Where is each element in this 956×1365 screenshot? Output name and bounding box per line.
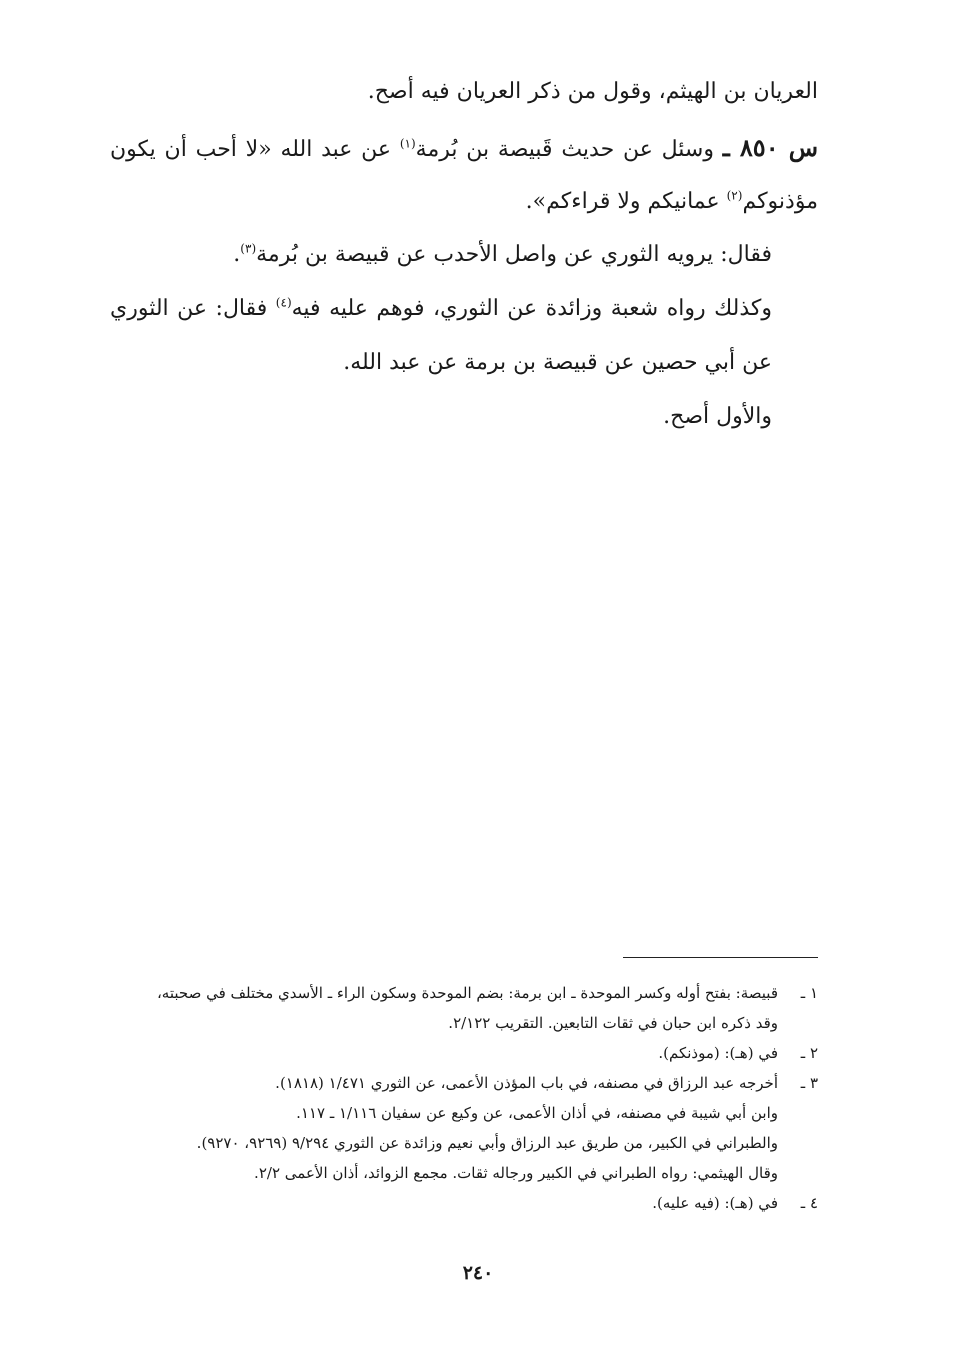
footnotes — [110, 978, 818, 1218]
footnote-2 — [110, 1038, 818, 1068]
footnote-line: في (هـ): (فيه عليه). — [652, 1194, 778, 1212]
footnote-3 — [110, 1068, 818, 1188]
answer-paragraph-1 — [110, 228, 818, 282]
answer-2-text-a: وكذلك رواه شعبة وزائدة عن الثوري، فوهم عليه فيه — [291, 296, 772, 321]
continuation-line: العريان بن الهيثم، وقول من ذكر العريان فيه أصح. — [367, 79, 818, 104]
footnote-line: وقد ذكره ابن حبان في ثقات التابعين. التقريب ٢/١٢٢. — [448, 1014, 778, 1032]
footnote-number: ١ ـ — [800, 984, 818, 1002]
answer-2-text-b: فقال: عن الثوري عن أبي حصين عن قبيصة بن برمة عن عبد الله. — [110, 296, 772, 375]
footnote-line: والطبراني في الكبير، من طريق عبد الرزاق وأبي نعيم وزائدة عن الثوري ٩/٢٩٤ (٩٢٦٩، ٩٢٧٠). — [196, 1134, 778, 1152]
footnote-4 — [110, 1188, 818, 1218]
answer-paragraph-3: والأول أصح. — [663, 404, 772, 429]
question-text-a: وسئل عن حديث قَبيصة بن بُرمة — [415, 137, 723, 162]
footnote-number: ٢ ـ — [800, 1044, 818, 1062]
footnote-separator — [623, 957, 818, 958]
answer-1-text: فقال: يرويه الثوري عن واصل الأحدب عن قبيصة بن بُرمة — [256, 242, 772, 267]
footnote-ref-1[interactable]: (١) — [399, 136, 416, 151]
footnote-line: وقال الهيثمي: رواه الطبراني في الكبير ورجاله ثقات. مجمع الزوائد، أذان الأعمى ٢/٢. — [254, 1164, 778, 1182]
answer-1-end: . — [233, 242, 241, 267]
question-paragraph — [110, 122, 818, 228]
question-text-c: عمانيكم ولا قراءكم». — [525, 189, 727, 214]
footnote-1 — [110, 978, 818, 1038]
footnote-line: وابن أبي شيبة في مصنفه، في أذان الأعمى، عن وكيع عن سفيان ١/١١٦ ـ ١١٧. — [296, 1104, 778, 1122]
footnote-ref-4[interactable]: (٤) — [275, 295, 292, 310]
question-number: س ٨٥٠ ـ — [722, 133, 819, 162]
page-number: ٢٤٠ — [462, 1262, 494, 1284]
main-text — [110, 70, 818, 444]
footnote-number: ٣ ـ — [800, 1074, 818, 1092]
footnote-line: أخرجه عبد الرزاق في مصنفه، في باب المؤذن الأعمى، عن الثوري ١/٤٧١ (١٨١٨). — [275, 1074, 778, 1092]
footnote-number: ٤ ـ — [800, 1194, 818, 1212]
footnote-line: قبيصة: بفتح أوله وكسر الموحدة ـ ابن برمة: بضم الموحدة وسكون الراء ـ الأسدي مختلف في صحبته، — [156, 984, 778, 1002]
footnote-line: في (هـ): (موذنكم). — [658, 1044, 778, 1062]
answer-paragraph-2 — [110, 282, 818, 390]
footnote-ref-3[interactable]: (٣) — [240, 241, 257, 256]
question-text-b: عن عبد الله «لا أحب أن يكون مؤذنوكم — [110, 137, 818, 214]
footnote-ref-2[interactable]: (٢) — [726, 188, 743, 203]
